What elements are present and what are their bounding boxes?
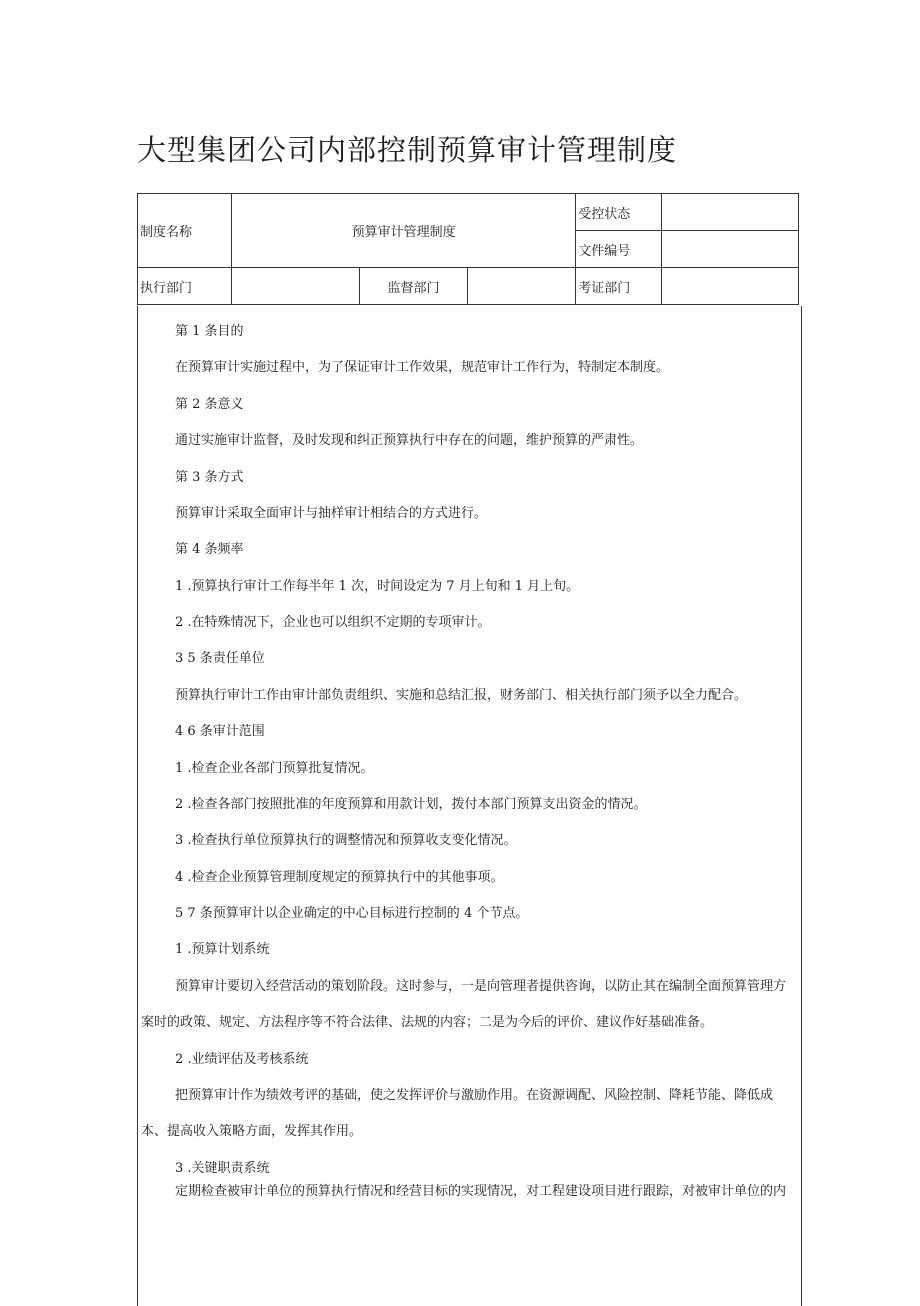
verify-dept-value [662,268,799,305]
list-item: 1 .检查企业各部门预算批复情况。 [175,761,374,776]
paragraph: 在预算审计实施过程中，为了保证审计工作效果，规范审计工作行为，特制定本制度。 [175,360,670,375]
document-title: 大型集团公司内部控制预算审计管理制度 [137,133,678,167]
article-heading: 第 2 条意义 [175,397,244,412]
article-heading: 3 5 条责任单位 [175,651,265,666]
doc-no-value [662,231,799,268]
control-status-label: 受控状态 [576,194,662,231]
verify-dept-label: 考证部门 [576,268,662,305]
list-item: 4 .检查企业预算管理制度规定的预算执行中的其他事项。 [175,870,504,885]
doc-no-label: 文件编号 [576,231,662,268]
list-item: 2 .在特殊情况下，企业也可以组织不定期的专项审计。 [175,615,491,630]
paragraph: 预算执行审计工作由审计部负责组织、实施和总结汇报，财务部门、相关执行部门须予以全力配合。 [175,688,748,703]
list-item: 1 .预算执行审计工作每半年 1 次，时间设定为 7 月上旬和 1 月上旬。 [175,579,580,594]
exec-dept-label: 执行部门 [138,268,232,305]
header-table [137,193,799,305]
name-value: 预算审计管理制度 [231,194,575,268]
supervise-dept-label: 监督部门 [359,268,468,305]
paragraph: 案时的政策、规定、方法程序等不符合法律、法规的内容；二是为今后的评价、建议作好基础准备。 [141,1015,714,1030]
article-heading: 第 3 条方式 [175,470,244,485]
list-item: 3 .检查执行单位预算执行的调整情况和预算收支变化情况。 [175,833,517,848]
list-item: 3 .关键职责系统 [175,1161,270,1176]
article-heading: 4 6 条审计范围 [175,724,265,739]
paragraph: 定期检查被审计单位的预算执行情况和经营目标的实现情况，对工程建设项目进行跟踪，对被审计单位的内 [175,1184,787,1199]
list-item: 2 .业绩评估及考核系统 [175,1052,309,1067]
name-label: 制度名称 [138,194,232,268]
paragraph: 通过实施审计监督，及时发现和纠正预算执行中存在的问题，维护预算的严肃性。 [175,433,644,448]
list-item: 1 .预算计划系统 [175,942,270,957]
paragraph: 预算审计要切入经营活动的策划阶段。这时参与，一是向管理者提供咨询，以防止其在编制全面预算管理方 [175,979,787,994]
exec-dept-value [231,268,359,305]
control-status-value [662,194,799,231]
article-heading: 5 7 条预算审计以企业确定的中心目标进行控制的 4 个节点。 [175,906,529,921]
paragraph: 本、提高收入策略方面，发挥其作用。 [141,1124,363,1139]
paragraph: 预算审计采取全面审计与抽样审计相结合的方式进行。 [175,506,488,521]
article-heading: 第 1 条目的 [175,324,244,339]
paragraph: 把预算审计作为绩效考评的基础，使之发挥评价与激励作用。在资源调配、风险控制、降耗节能、降低成 [175,1088,774,1103]
list-item: 2 .检查各部门按照批准的年度预算和用款计划，拨付本部门预算支出资金的情况。 [175,797,647,812]
article-heading: 第 4 条频率 [175,542,244,557]
supervise-dept-value [468,268,576,305]
